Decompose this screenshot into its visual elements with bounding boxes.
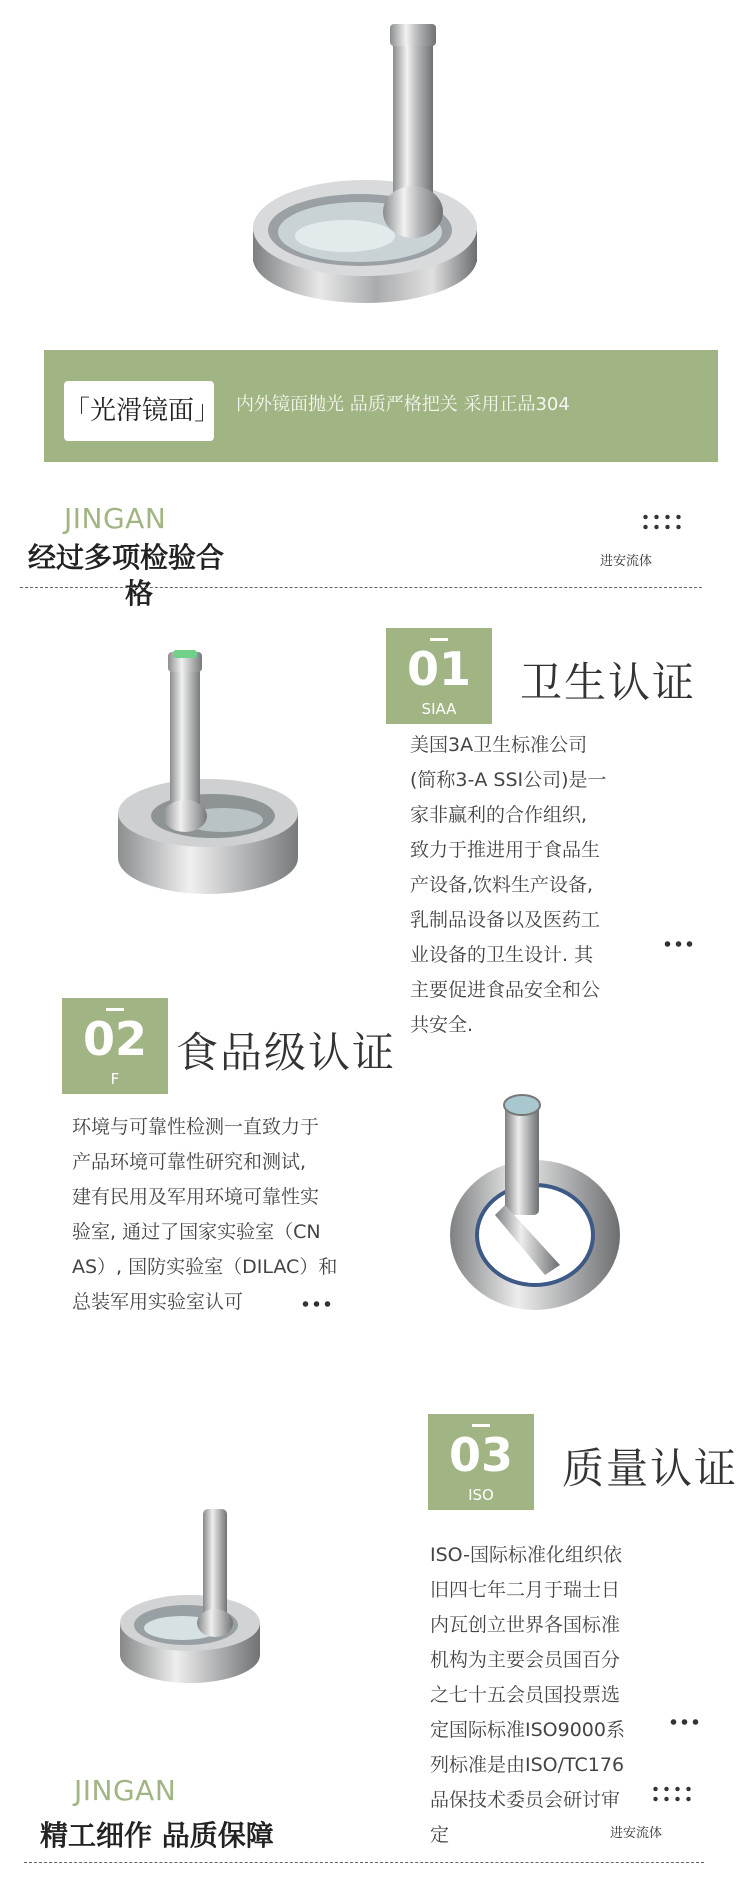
text-line: 环境与可靠性检测一直致力于	[72, 1116, 320, 1138]
text-line: ISO-国际标准化组织依	[430, 1544, 623, 1566]
cert-description	[410, 728, 650, 1043]
text-line: 之七十五会员国投票选	[430, 1684, 621, 1706]
section-heading-line2: 格	[124, 577, 153, 610]
banner-text: 内外镜面抛光 品质严格把关 采用正品304	[236, 394, 570, 415]
cert-badge-03	[428, 1414, 534, 1510]
cert-sub: SIAA	[421, 700, 457, 718]
text-line: 主要促进食品安全和公	[410, 979, 601, 1001]
text-line: 建有民用及军用环境可靠性实	[72, 1186, 320, 1208]
text-line: 业设备的卫生设计. 其	[410, 944, 594, 966]
cert-number: 02	[82, 1012, 147, 1066]
more-icon	[300, 1300, 332, 1308]
divider	[20, 587, 702, 588]
product-image-03	[120, 1505, 260, 1685]
badge-bar	[106, 1008, 124, 1011]
brand-text: JINGAN	[64, 502, 167, 535]
more-icon	[668, 1718, 700, 1726]
dots-icon	[650, 1784, 694, 1804]
text-line: 品保技术委员会研讨审	[430, 1789, 621, 1811]
text-line: 旧四七年二月于瑞士日	[430, 1579, 621, 1601]
text-line: 产设备,饮料生产设备,	[410, 874, 594, 896]
text-line: 定	[430, 1824, 450, 1846]
cert-title: 质量认证	[562, 1444, 739, 1493]
text-line: 产品环境可靠性研究和测试,	[72, 1151, 307, 1173]
company-name: 进安流体	[610, 1826, 663, 1841]
cert-description	[72, 1110, 392, 1320]
text-line: 总装军用实验室认可	[72, 1291, 244, 1313]
text-line: 定国际标准ISO9000系	[430, 1719, 625, 1741]
text-line: (简称3-A SSI公司)是一	[410, 769, 607, 791]
cert-badge-01	[386, 628, 492, 724]
more-icon	[662, 940, 694, 948]
cert-title: 卫生认证	[520, 658, 697, 707]
text-line: 机构为主要会员国百分	[430, 1649, 621, 1671]
sight-glass-product-image	[250, 0, 480, 330]
badge-bar	[472, 1424, 490, 1427]
text-line: 内瓦创立世界各国标准	[430, 1614, 621, 1636]
divider	[24, 1862, 704, 1863]
text-line: 致力于推进用于食品生	[410, 839, 601, 861]
text-line: 家非赢利的合作组织,	[410, 804, 588, 826]
badge-bar	[430, 638, 448, 641]
cert-sub: F	[110, 1070, 120, 1088]
section-heading: 精工细作 品质保障	[40, 1819, 274, 1852]
text-line: 验室, 通过了国家实验室（CN	[72, 1221, 321, 1243]
dots-icon	[640, 512, 684, 532]
cert-badge-02	[62, 998, 168, 1094]
company-name: 进安流体	[600, 554, 653, 569]
text-line: AS）, 国防实验室（DILAC）和	[72, 1256, 338, 1278]
text-line: 乳制品设备以及医药工	[410, 909, 601, 931]
product-image-01	[118, 648, 298, 898]
cert-title: 食品级认证	[176, 1028, 397, 1077]
text-line: 共安全.	[410, 1014, 474, 1036]
text-line: 美国3A卫生标准公司	[410, 734, 588, 756]
cert-number: 01	[406, 642, 471, 696]
cert-sub: ISO	[468, 1486, 494, 1504]
cert-description	[430, 1538, 670, 1853]
banner-label: 「光滑镜面」	[64, 381, 214, 441]
section-heading	[28, 540, 250, 612]
section-heading-line1: 经过多项检验合	[28, 541, 225, 574]
brand-text: JINGAN	[74, 1774, 177, 1807]
product-image-02	[450, 1085, 620, 1325]
cert-number: 03	[448, 1428, 513, 1482]
text-line: 列标准是由ISO/TC176	[430, 1754, 625, 1776]
